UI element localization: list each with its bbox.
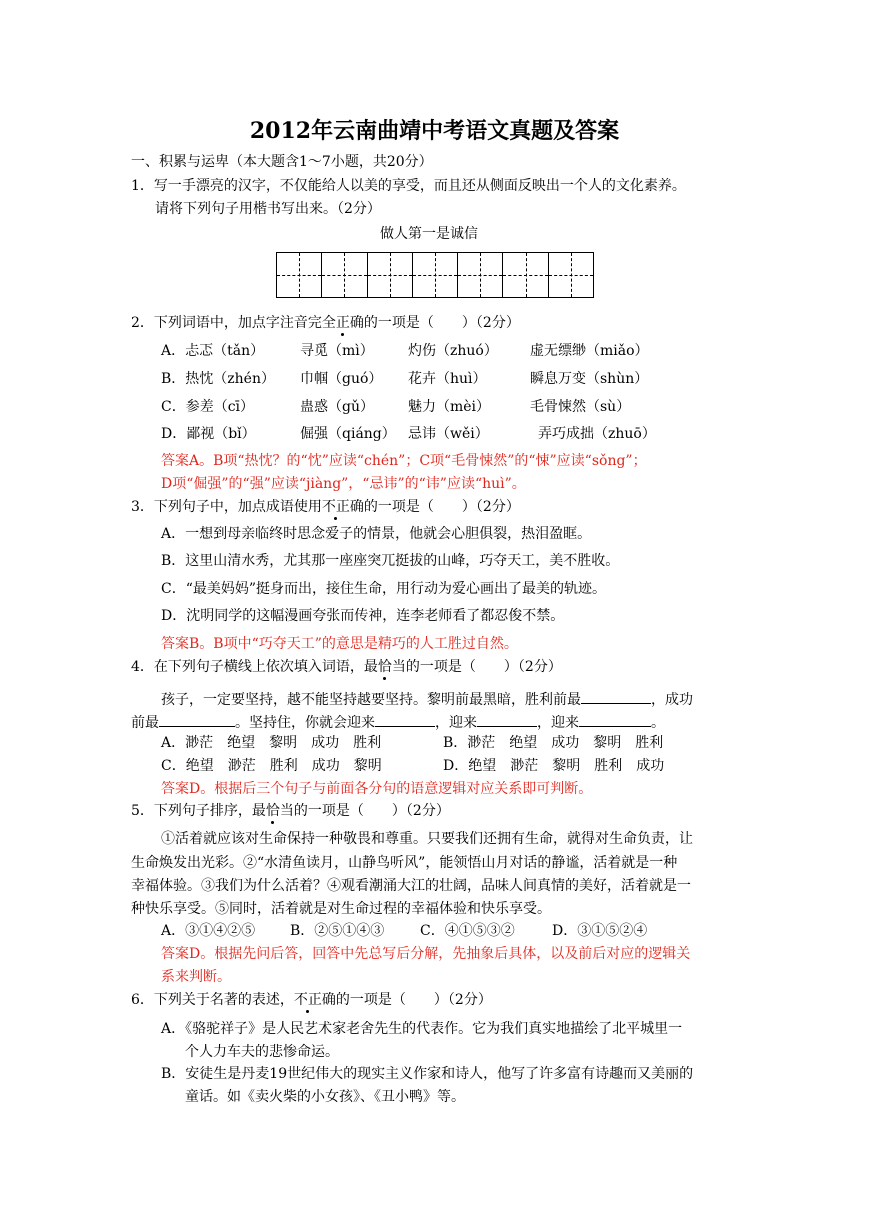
q6-stem: 6．下列关于名著的表述，不正确的一项是（ ）（2分） — [131, 992, 492, 1008]
q5-answer-line2: 系来判断。 — [161, 969, 231, 985]
q4-option-b: B．渺茫 绝望 成功 黎明 胜利 — [443, 735, 664, 751]
q5-option-a: A．③①④②⑤ — [161, 923, 256, 939]
q2-option-b-4: 瞬息万变（shùn） — [530, 371, 649, 387]
q5-passage-line4: 种快乐享受。⑤同时，活着就是对生命过程的幸福体验和快乐享受。 — [131, 901, 551, 917]
q5-answer-line1: 答案D。根据先问后答，回答中先总写后分解，先抽象后具体，以及前后对应的逻辑关 — [161, 946, 691, 962]
q1-phrase: 做人第一是诚信 — [380, 226, 478, 242]
section-heading: 一、积累与运卑（本大题含1～7小题，共20分） — [131, 154, 433, 170]
q2-option-c-1: C．参差（cī） — [161, 399, 255, 415]
q5-option-b: B．②⑤①④③ — [290, 923, 385, 939]
grid-cell[interactable] — [368, 253, 413, 297]
fill-blank[interactable] — [579, 710, 651, 727]
writing-grid[interactable] — [276, 252, 594, 298]
q2-option-b-2: 巾帼（guó） — [300, 371, 383, 387]
q4-stem: 4．在下列句子横线上依次填入词语，最恰当的一项是（ ）（2分） — [131, 659, 562, 675]
q3-stem: 3．下列句子中，加点成语使用不正确的一项是（ ）（2分） — [131, 499, 520, 515]
q5-option-c: C．④①⑤③② — [420, 923, 515, 939]
q5-stem: 5．下列句子排序，最恰当的一项是（ ）（2分） — [131, 803, 450, 819]
q2-option-d-2: 倔强（qiáng） — [300, 426, 396, 442]
q4-passage-line1: 孩子，一定要坚持，越不能坚持越要坚持。黎明前最黑暗，胜利前最 ，成功 — [161, 687, 693, 710]
q6-option-b-line1: B．安徒生是丹麦19世纪伟大的现实主义作家和诗人，他写了许多富有诗趣而又美丽的 — [161, 1066, 694, 1082]
q6-option-b-line2: 童话。如《卖火柴的小女孩》、《丑小鸭》等。 — [185, 1089, 465, 1105]
q1-stem-line1: 1．写一手漂亮的汉字，不仅能给人以美的享受，而且还从侧面反映出一个人的文化素养。 — [131, 178, 686, 194]
q2-option-d-4: 弄巧成拙（zhuō） — [538, 426, 656, 442]
fill-blank[interactable] — [581, 687, 651, 704]
grid-cell[interactable] — [322, 253, 367, 297]
page-title: 2012年云南曲靖中考语文真题及答案 — [249, 118, 620, 144]
q6-option-a-line1: A．《骆驼祥子》是人民艺术家老舍先生的代表作。它为我们真实地描绘了北平城里一 — [161, 1021, 683, 1037]
fill-blank[interactable] — [477, 710, 537, 727]
q2-option-a-1: A．忐忑（tǎn） — [161, 343, 265, 359]
q5-option-d: D．③①⑤②④ — [552, 923, 648, 939]
q2-option-c-2: 蛊惑（gǔ） — [300, 399, 374, 415]
q2-option-b-1: B．热忱（zhén） — [161, 371, 275, 387]
q1-stem-line2: 请将下列句子用楷书写出来。（2分） — [155, 201, 381, 217]
q2-stem: 2．下列词语中，加点字注音完全正确的一项是（ ）（2分） — [131, 315, 520, 331]
q2-option-a-2: 寻觅（mì） — [300, 343, 374, 359]
q5-passage-line3: 幸福体验。③我们为什么活着？④观看潮涌大江的壮阔，品味人间真情的美好，活着就是一 — [131, 878, 691, 894]
q2-option-d-3: 忌讳（wěi） — [408, 426, 489, 442]
q2-option-a-3: 灼伤（zhuó） — [408, 343, 498, 359]
fill-blank[interactable] — [159, 710, 235, 727]
q4-option-c: C．绝望 渺茫 胜利 成功 黎明 — [161, 758, 382, 774]
q6-option-a-line2: 个人力车夫的悲惨命运。 — [185, 1044, 339, 1060]
grid-cell[interactable] — [549, 253, 593, 297]
q2-option-a-4: 虚无缥缈（miǎo） — [530, 343, 649, 359]
q4-passage-line2: 前最 。坚持住，你就会迎来 ，迎来 ，迎来 。 — [131, 710, 665, 733]
q3-option-d: D．沈明同学的这幅漫画夸张而传神，连李老师看了都忍俊不禁。 — [161, 608, 565, 624]
q4-answer: 答案D。根据后三个句子与前面各分句的语意逻辑对应关系即可判断。 — [161, 781, 593, 797]
q3-answer: 答案B。B项中“巧夺天工”的意思是精巧的人工胜过自然。 — [161, 636, 518, 652]
q5-passage-line1: ①活着就应该对生命保持一种敬畏和尊重。只要我们还拥有生命，就得对生命负责，让 — [161, 831, 693, 847]
grid-cell[interactable] — [277, 253, 322, 297]
q3-option-c: C．“最美妈妈”挺身而出，接住生命，用行动为爱心画出了最美的轨迹。 — [161, 581, 607, 597]
q4-option-d: D．绝望 渺茫 黎明 胜利 成功 — [443, 758, 665, 774]
grid-cell[interactable] — [503, 253, 548, 297]
q3-option-a: A．一想到母亲临终时思念爱子的情景，他就会心胆俱裂，热泪盈眶。 — [161, 526, 592, 542]
q2-answer-line1: 答案A。B项“热忱？的“忱”应读“chén”；C项“毛骨悚然”的“悚”应读“sǒng”； — [161, 453, 647, 469]
fill-blank[interactable] — [375, 710, 435, 727]
q2-option-b-3: 花卉（huì） — [408, 371, 487, 387]
q2-answer-line2: D项“倔强”的“强”应读“jiàng”，“忌讳”的“讳”应读“huì”。 — [161, 476, 526, 492]
grid-cell[interactable] — [413, 253, 458, 297]
grid-cell[interactable] — [458, 253, 503, 297]
q2-option-d-1: D．鄙视（bǐ） — [161, 426, 256, 442]
q5-passage-line2: 生命焕发出光彩。②“水清鱼读月，山静鸟听风”，能领悟山月对话的静谧，活着就是一种 — [131, 855, 678, 871]
q2-option-c-3: 魅力（mèi） — [408, 399, 491, 415]
q4-option-a: A．渺茫 绝望 黎明 成功 胜利 — [161, 735, 382, 751]
q2-option-c-4: 毛骨悚然（sù） — [530, 399, 631, 415]
q3-option-b: B．这里山清水秀，尤其那一座座突兀挺拔的山峰，巧夺天工，美不胜收。 — [161, 553, 620, 569]
